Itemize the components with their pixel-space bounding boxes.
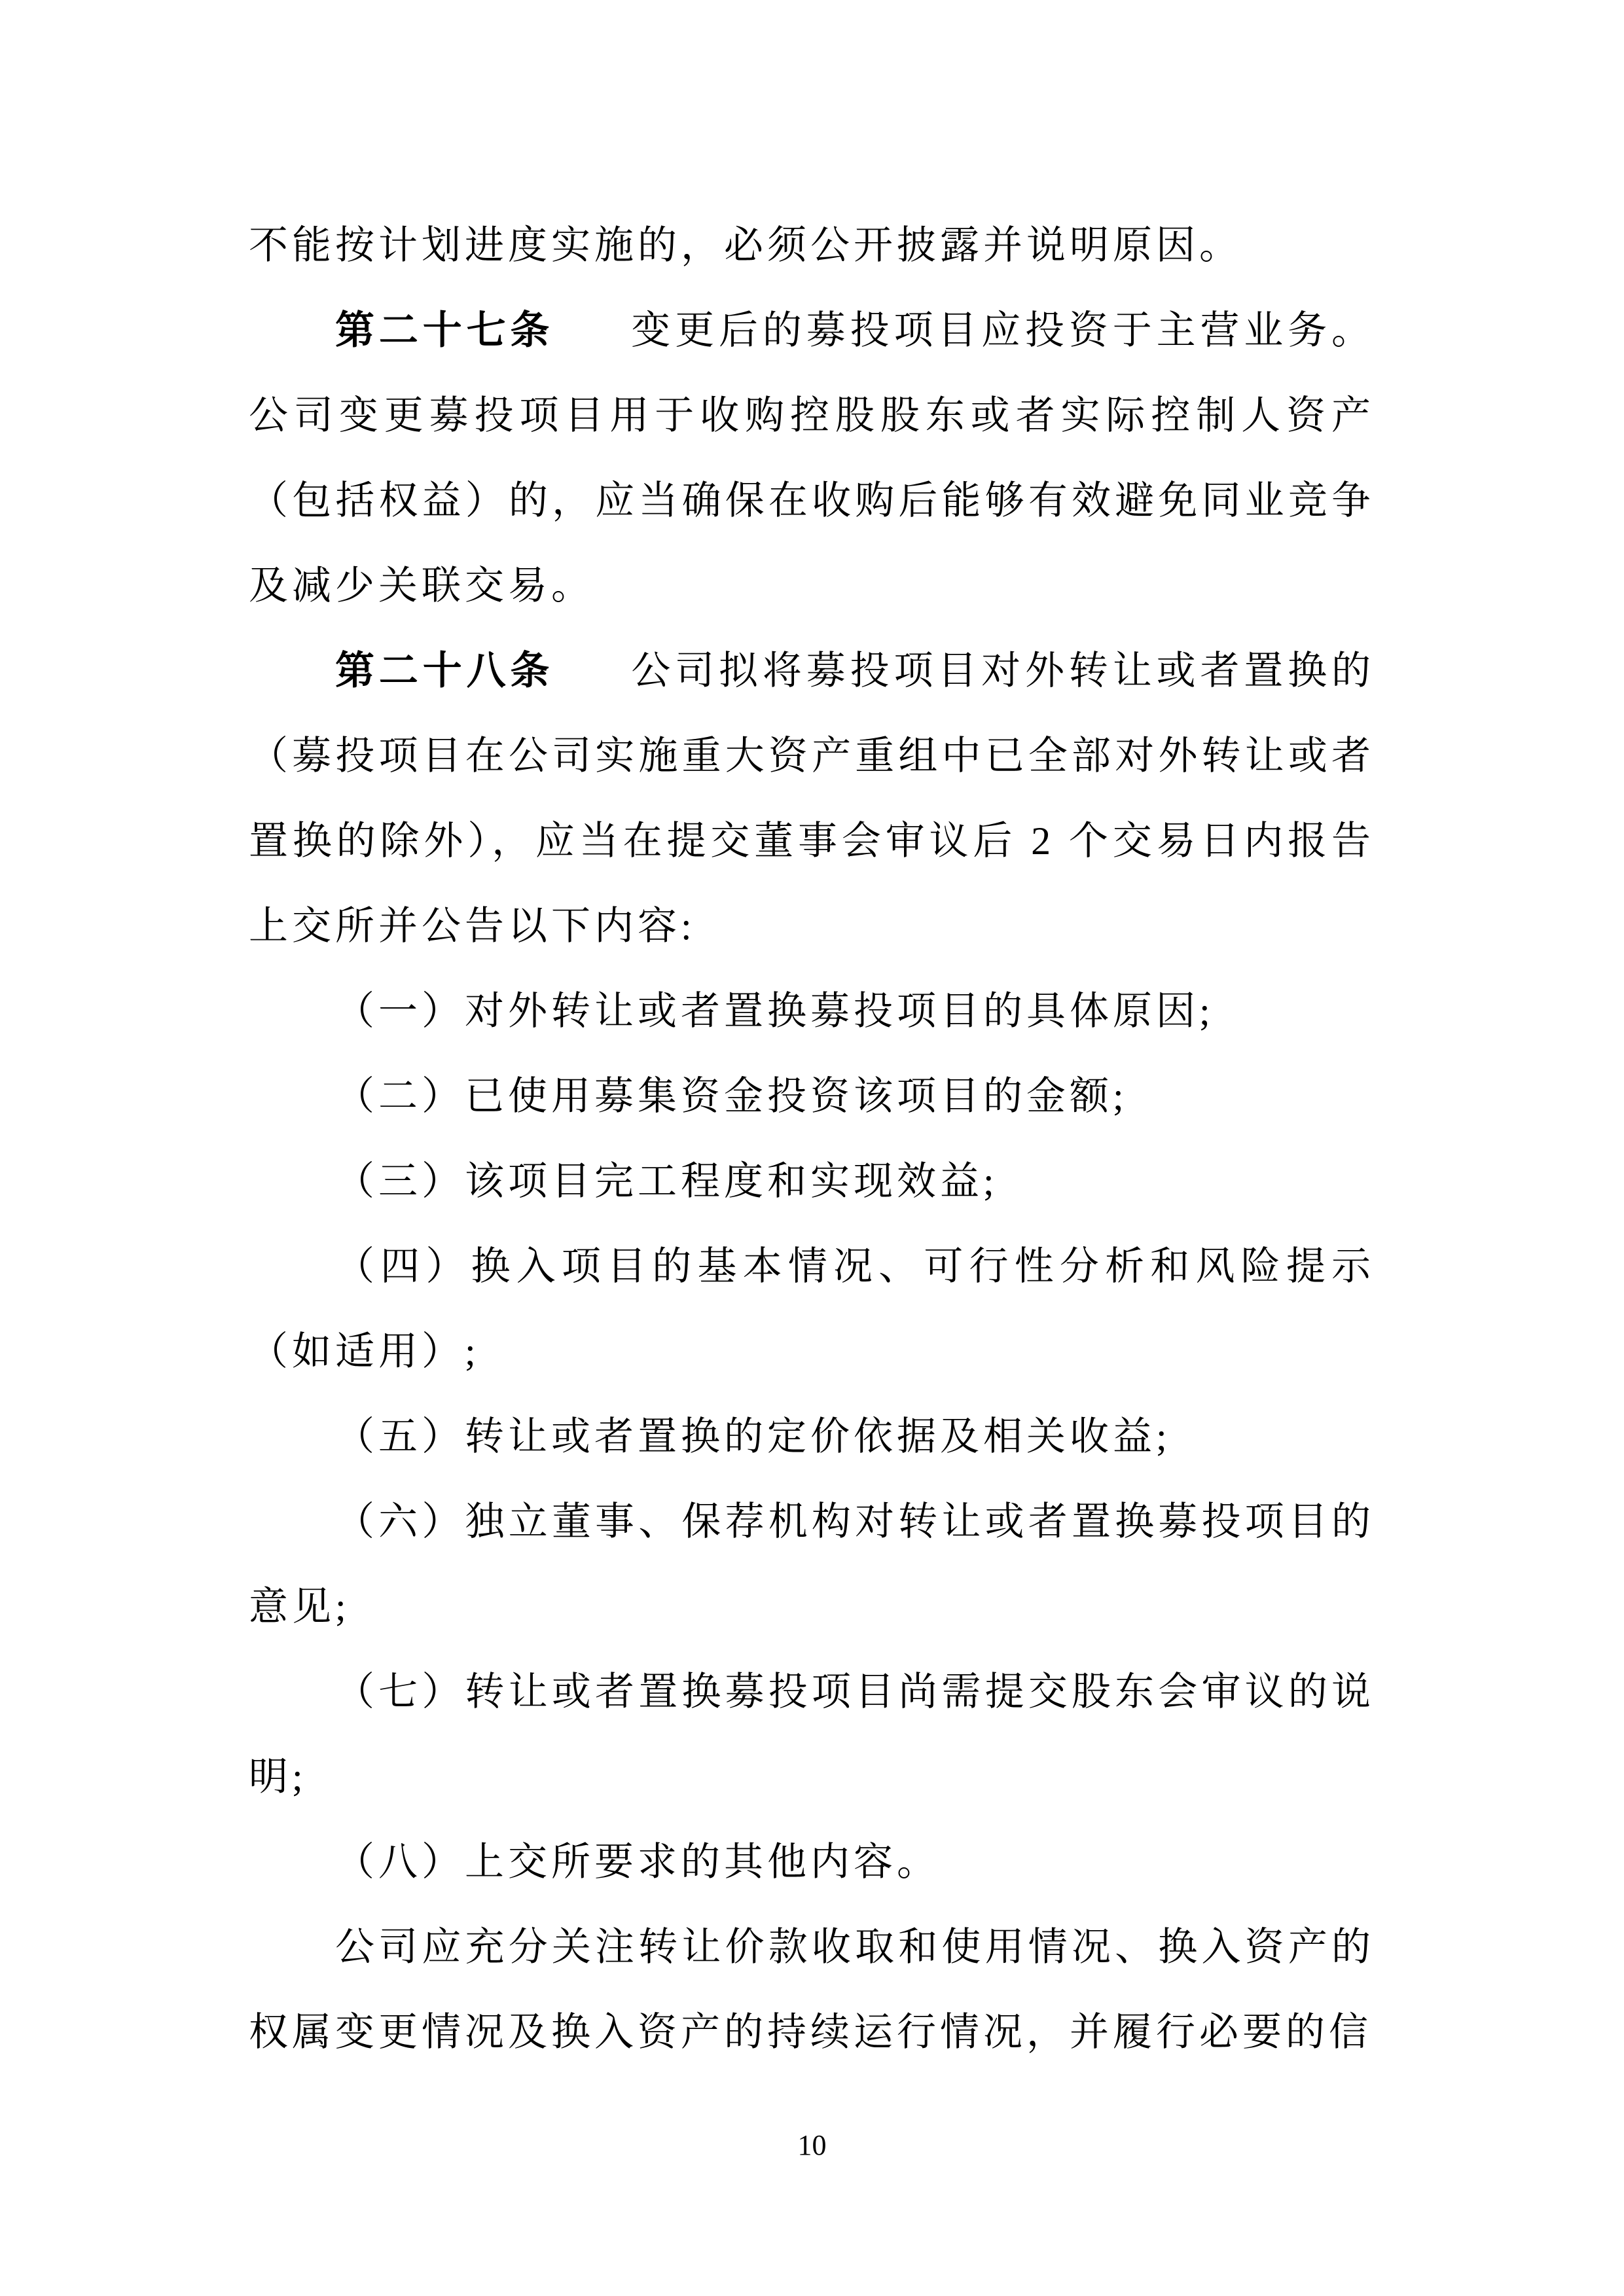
page-number: 10 (797, 2129, 827, 2161)
article-27-body: 变更后的募投项目应投资于主营业务。公司变更募投项目用于收购控股股东或者实际控制人资产（包括权益）的，应当确保在收购后能够有效避免同业竞争及减少关联交易。 (249, 309, 1375, 607)
paragraph-continuation: 不能按计划进度实施的，必须公开披露并说明原因。 (249, 224, 1242, 267)
list-item-3: （三）该项目完工程度和实现效益; (335, 1160, 998, 1203)
list-item-1: （一）对外转让或者置换募投项目的具体原因; (335, 990, 1214, 1033)
list-item-2: （二）已使用募集资金投资该项目的金额; (335, 1075, 1128, 1118)
closing-paragraph: 公司应充分关注转让价款收取和使用情况、换入资产的权属变更情况及换入资产的持续运行情况，并履行必要的信 (249, 1926, 1375, 2054)
article-27-paragraph (249, 288, 1375, 628)
list-item-5: （五）转让或者置换的定价依据及相关收益; (335, 1415, 1171, 1458)
article-28-paragraph (249, 628, 1375, 969)
article-28-number: 第二十八条 (335, 649, 554, 692)
article-28-body: 公司拟将募投项目对外转让或者置换的（募投项目在公司实施重大资产重组中已全部对外转让或者置换的除外），应当在提交董事会审议后 2 个交易日内报告上交所并公告以下内容: (249, 649, 1375, 948)
list-item-6: （六）独立董事、保荐机构对转让或者置换募投项目的意见; (249, 1500, 1375, 1628)
document-body (249, 203, 1375, 2075)
article-27-number: 第二十七条 (335, 308, 554, 352)
list-item-7: （七）转让或者置换募投项目尚需提交股东会审议的说明; (249, 1670, 1375, 1799)
list-item-4: （四）换入项目的基本情况、可行性分析和风险提示（如适用）; (249, 1245, 1375, 1373)
list-item-8: （八）上交所要求的其他内容。 (335, 1840, 940, 1884)
